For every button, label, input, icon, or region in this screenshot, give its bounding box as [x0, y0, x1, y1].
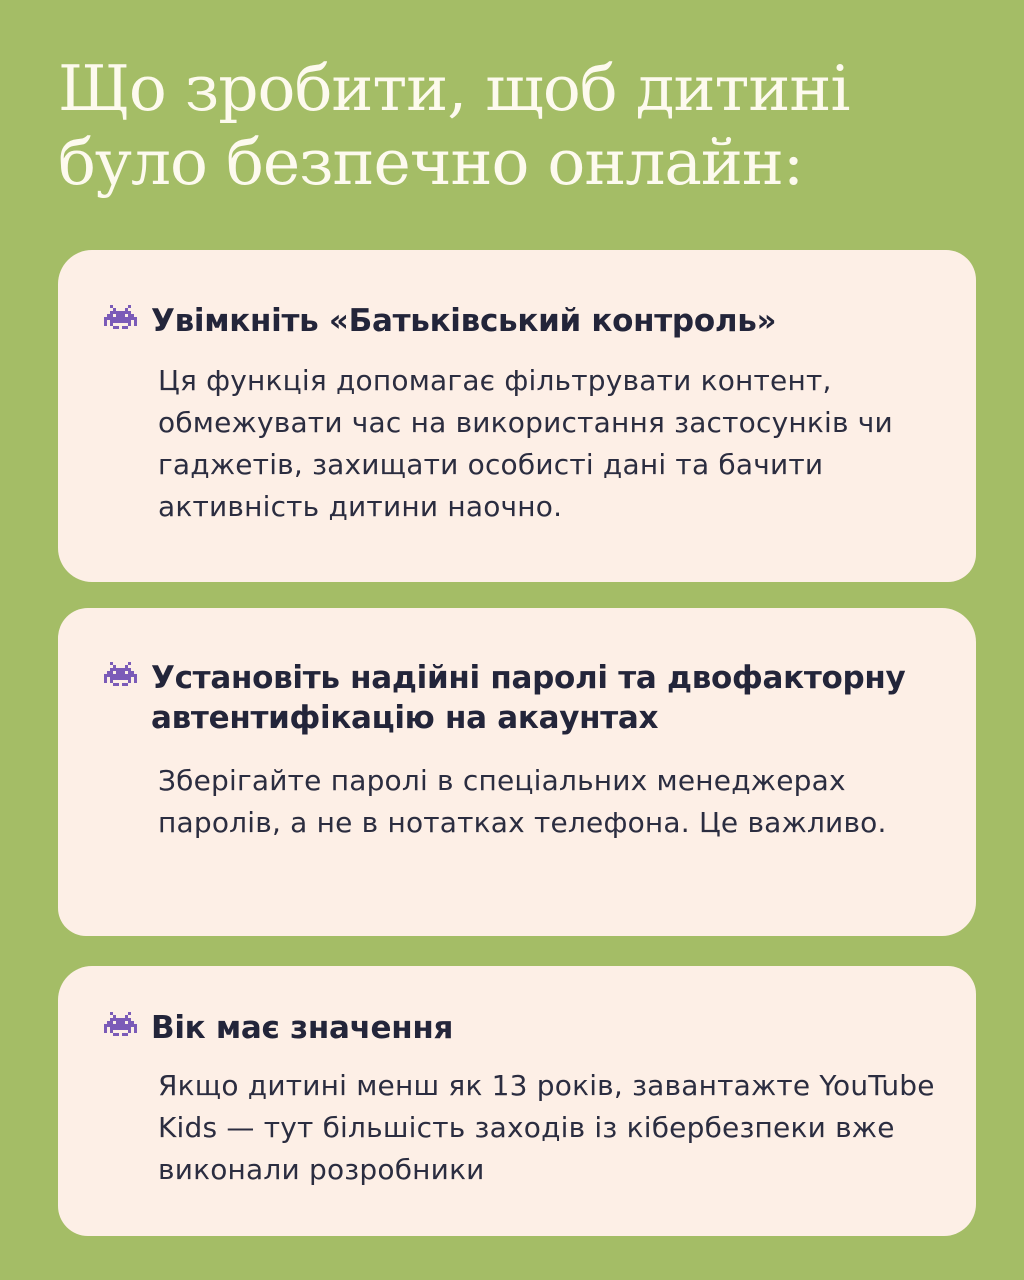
tip-card-parental-control	[58, 250, 976, 582]
tip-card-header	[104, 301, 950, 341]
tip-card-text: Зберігайте паролі в спеціальних менеджерах паролів, а не в нотатках телефона. Це важливо.	[158, 764, 887, 839]
tip-card-title: Вік має значення	[151, 1010, 454, 1046]
tip-card-text: Якщо дитині менш як 13 років, завантажте YouTube Kids — тут більшість заходів із кібербезпеки вже виконали розробники	[158, 1069, 935, 1186]
tip-card-header	[104, 658, 950, 738]
tip-card-title: Установіть надійні паролі та двофакторну автентифікацію на акаунтах	[151, 660, 906, 736]
tip-card-age	[58, 966, 976, 1236]
tip-card-header	[104, 1008, 950, 1048]
alien-monster-icon	[104, 305, 137, 332]
alien-monster-icon	[104, 1012, 137, 1039]
tip-card-passwords	[58, 608, 976, 936]
alien-monster-icon	[104, 662, 137, 689]
tip-card-title: Увімкніть «Батьківський контроль»	[151, 303, 777, 339]
tip-card-text: Ця функція допомагає фільтрувати контент, обмежувати час на використання застосунків чи гаджетів, захищати особисті дані та бачити активність дитини наочно.	[158, 364, 893, 523]
page-title: Що зробити, щоб дитині було безпечно онлайн:	[58, 52, 850, 199]
